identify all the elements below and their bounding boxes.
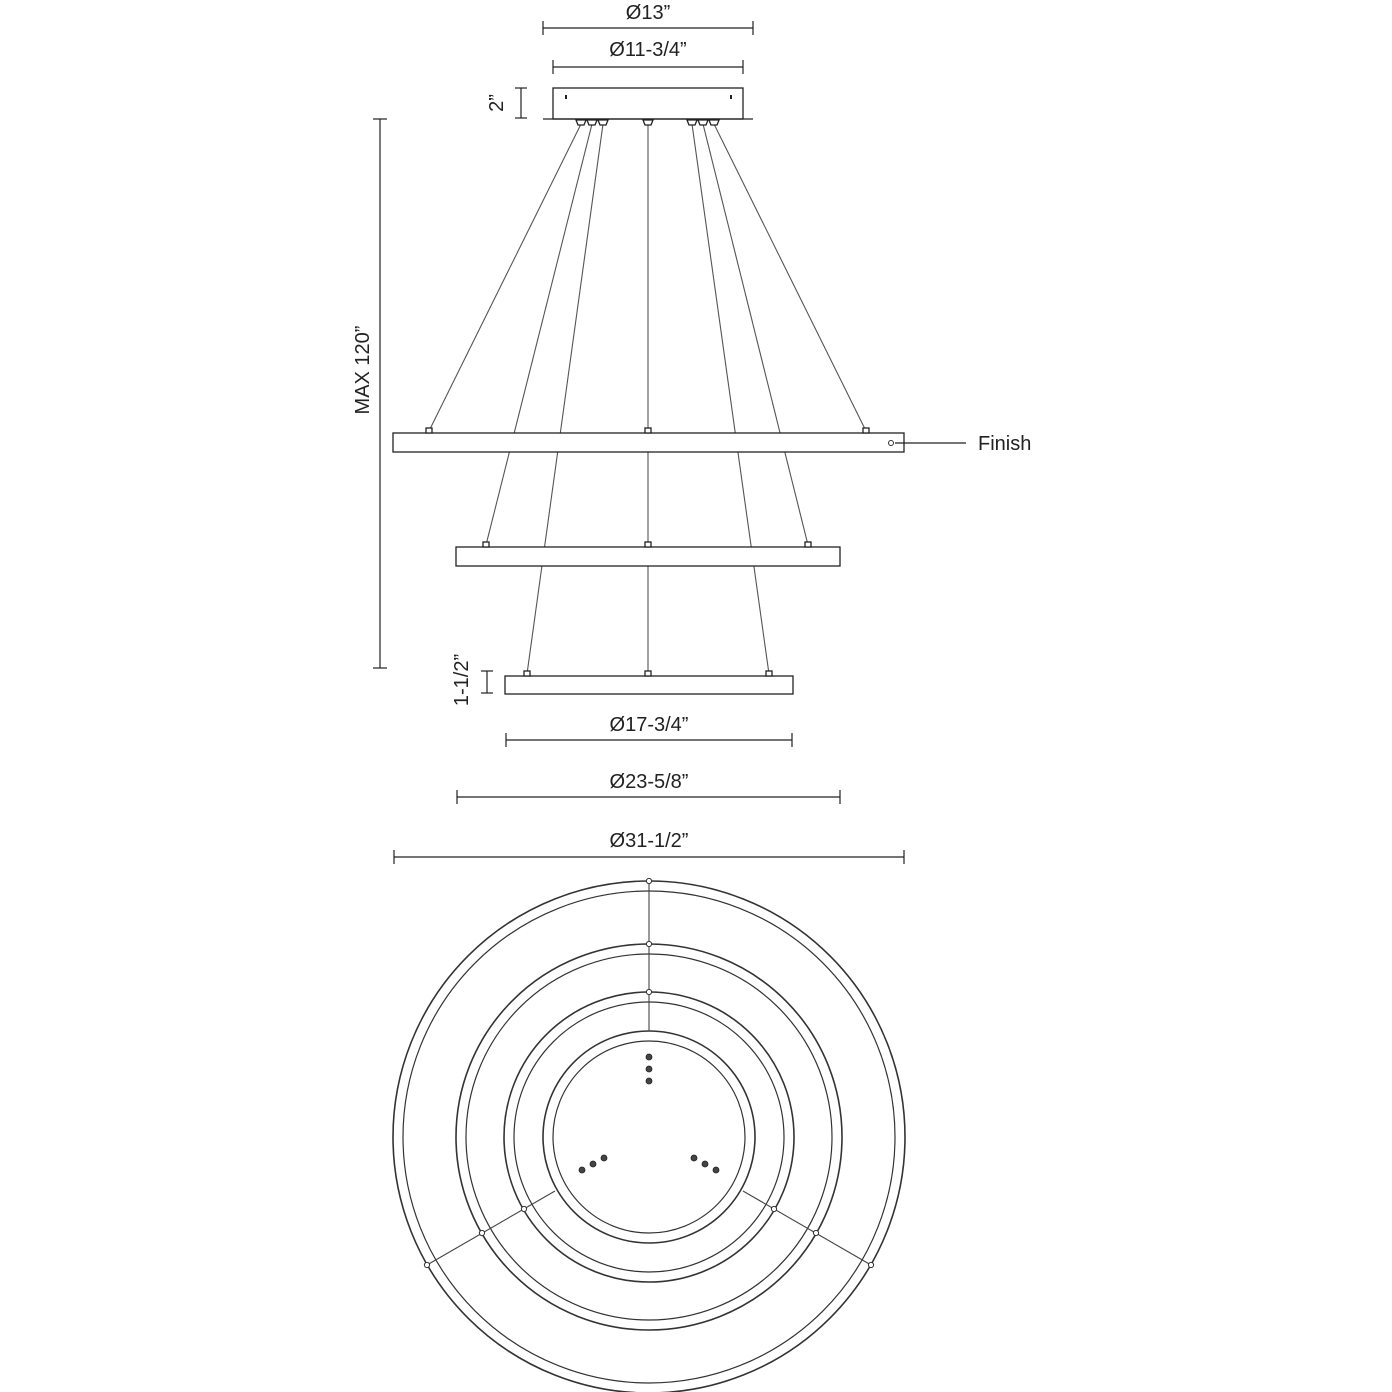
max-height-label: MAX 120” bbox=[352, 325, 374, 415]
medium-ring-diameter-label: Ø23-5/8” bbox=[609, 771, 689, 793]
canopy-height-dimension bbox=[486, 88, 527, 118]
canopy-bolt-groups bbox=[579, 1054, 719, 1173]
cable-grippers bbox=[576, 120, 719, 125]
canopy-outer-dimension bbox=[543, 2, 753, 35]
canopy bbox=[543, 88, 753, 119]
large-ring-side bbox=[393, 428, 904, 452]
large-ring-diameter-label: Ø31-1/2” bbox=[609, 830, 689, 852]
canopy-outer-diameter-label: Ø13” bbox=[625, 2, 671, 24]
canopy-plan bbox=[543, 1031, 755, 1243]
plan-view bbox=[393, 878, 905, 1392]
small-ring-side bbox=[505, 671, 793, 694]
large-ring-diameter-dimension bbox=[394, 830, 904, 864]
medium-ring-diameter-dimension bbox=[457, 771, 840, 804]
ring-height-dimension bbox=[451, 654, 493, 706]
medium-ring-side bbox=[456, 542, 840, 566]
finish-callout bbox=[895, 433, 1031, 455]
suspension-cables bbox=[429, 124, 866, 674]
small-ring-plan bbox=[504, 992, 794, 1282]
small-ring-diameter-dimension bbox=[506, 714, 792, 747]
ring-height-label: 1-1/2” bbox=[451, 653, 473, 707]
finish-label: Finish bbox=[978, 433, 1032, 455]
max-height-dimension bbox=[352, 119, 387, 668]
plan-cable-lines bbox=[427, 881, 871, 1265]
canopy-height-label: 2” bbox=[486, 94, 508, 112]
canopy-inner-diameter-label: Ø11-3/4” bbox=[609, 39, 687, 61]
canopy-inner-dimension bbox=[553, 39, 743, 74]
small-ring-diameter-label: Ø17-3/4” bbox=[609, 714, 689, 736]
